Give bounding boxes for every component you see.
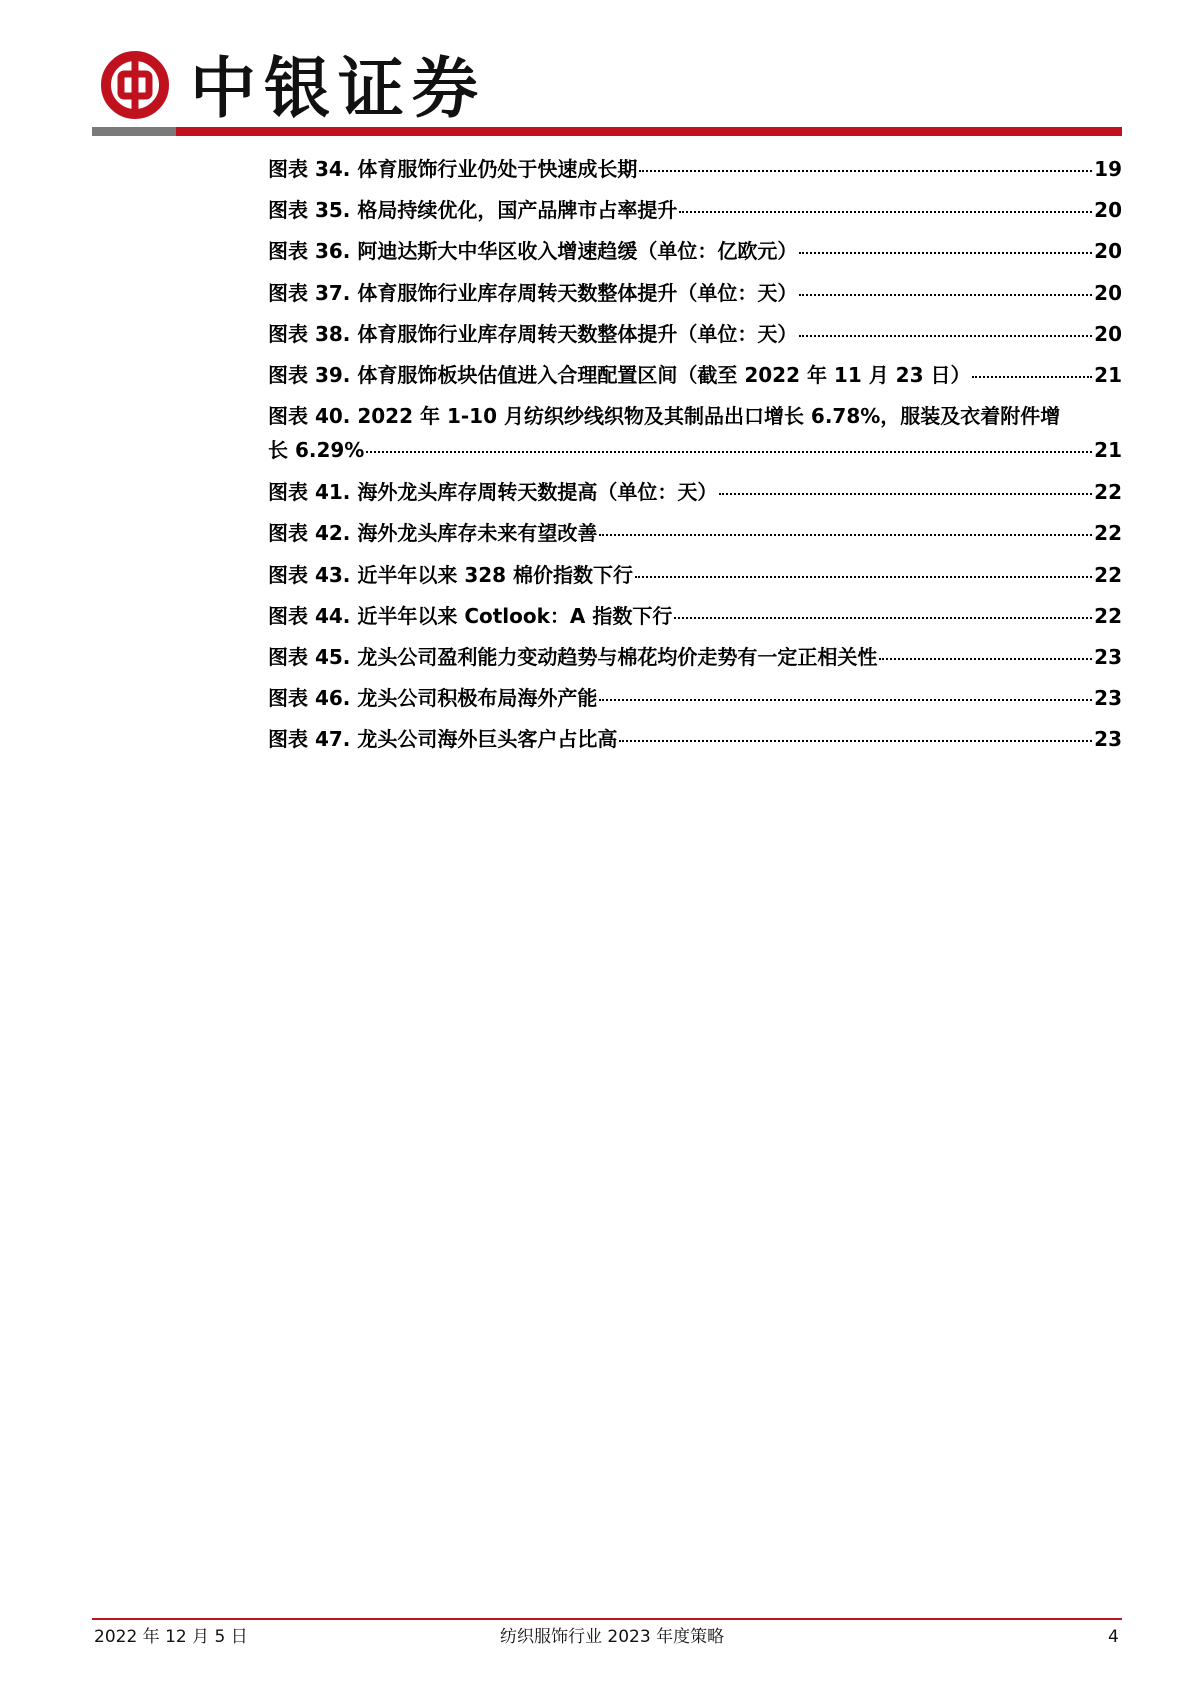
header-rule-red [176,127,1122,136]
footer-report-title: 纺织服饰行业 2023 年度策略 [500,1627,725,1647]
dot-leader [799,252,1092,254]
toc-entry-label: 图表 47. 龙头公司海外巨头客户占比高 [268,727,618,752]
toc-entry-page: 23 [1094,686,1122,711]
toc-entry[interactable] [268,320,1122,361]
dot-leader [679,211,1092,213]
bank-of-china-logo-icon [100,50,170,120]
toc-entry-page: 23 [1094,644,1122,669]
footer-date: 2022 年 12 月 5 日 [94,1627,248,1647]
toc-entry[interactable] [268,237,1122,278]
toc-entry[interactable] [268,361,1122,402]
dot-leader [674,617,1092,619]
toc-entry-page: 20 [1094,198,1122,223]
dot-leader [635,576,1092,578]
toc-entry-label: 图表 44. 近半年以来 Cotlook：A 指数下行 [268,603,673,628]
toc-entry-label-continued: 长 6.29% [268,438,365,463]
toc-entry-page: 20 [1094,239,1122,264]
dot-leader [799,335,1092,337]
toc-entry-page: 21 [1094,438,1122,463]
dot-leader [799,294,1092,296]
toc-entry[interactable] [268,561,1122,602]
dot-leader [879,658,1092,660]
toc-entry-label: 图表 34. 体育服饰行业仍处于快速成长期 [268,157,638,181]
toc-entry[interactable] [268,155,1122,196]
toc-entry-label: 图表 36. 阿迪达斯大中华区收入增速趋缓（单位：亿欧元） [268,239,798,264]
brand-name: 中银证券 [190,49,486,127]
dot-leader [972,376,1092,378]
toc-entry-label: 图表 46. 龙头公司积极布局海外产能 [268,686,598,711]
toc-entry-page: 22 [1094,521,1122,546]
toc-entry-label: 图表 39. 体育服饰板块估值进入合理配置区间（截至 2022 年 11 月 23 日） [268,362,971,387]
dot-leader [719,493,1092,495]
figure-list [268,155,1122,766]
toc-entry[interactable] [268,643,1122,684]
toc-entry-page: 20 [1094,321,1122,346]
toc-entry-page: 20 [1094,280,1122,305]
toc-entry-label: 图表 45. 龙头公司盈利能力变动趋势与棉花均价走势有一定正相关性 [268,644,878,669]
toc-entry-label: 图表 37. 体育服饰行业库存周转天数整体提升（单位：天） [268,280,798,305]
toc-entry-label: 图表 35. 格局持续优化，国产品牌市占率提升 [268,198,678,223]
toc-entry-page: 21 [1094,362,1122,387]
dot-leader [366,451,1092,453]
toc-entry[interactable] [268,279,1122,320]
toc-entry-page: 22 [1094,603,1122,628]
toc-entry[interactable] [268,196,1122,237]
toc-entry-label: 图表 38. 体育服饰行业库存周转天数整体提升（单位：天） [268,321,798,346]
dot-leader [599,699,1092,701]
toc-entry-page: 19 [1094,157,1122,181]
toc-entry-page: 22 [1094,562,1122,587]
footer-rule [92,1618,1122,1620]
toc-entry[interactable] [268,602,1122,643]
dot-leader [619,740,1092,742]
toc-entry[interactable] [268,684,1122,725]
toc-entry-label: 图表 41. 海外龙头库存周转天数提高（单位：天） [268,480,718,505]
dot-leader [599,534,1092,536]
toc-entry-label: 图表 40. 2022 年 1-10 月纺织纱线织物及其制品出口增长 6.78%，服装及衣着附件增 [268,404,1061,429]
toc-entry[interactable] [268,725,1122,766]
toc-entry[interactable] [268,519,1122,560]
toc-entry-label: 图表 42. 海外龙头库存未来有望改善 [268,521,598,546]
footer-page-number: 4 [1108,1627,1119,1647]
toc-entry[interactable] [268,478,1122,519]
toc-entry-label: 图表 43. 近半年以来 328 棉价指数下行 [268,562,634,587]
dot-leader [639,170,1092,172]
toc-entry[interactable] [268,402,1122,478]
header-rule-gray [92,127,176,136]
toc-entry-page: 22 [1094,480,1122,505]
toc-entry-page: 23 [1094,727,1122,752]
toc-entry-continuation [268,436,1122,464]
